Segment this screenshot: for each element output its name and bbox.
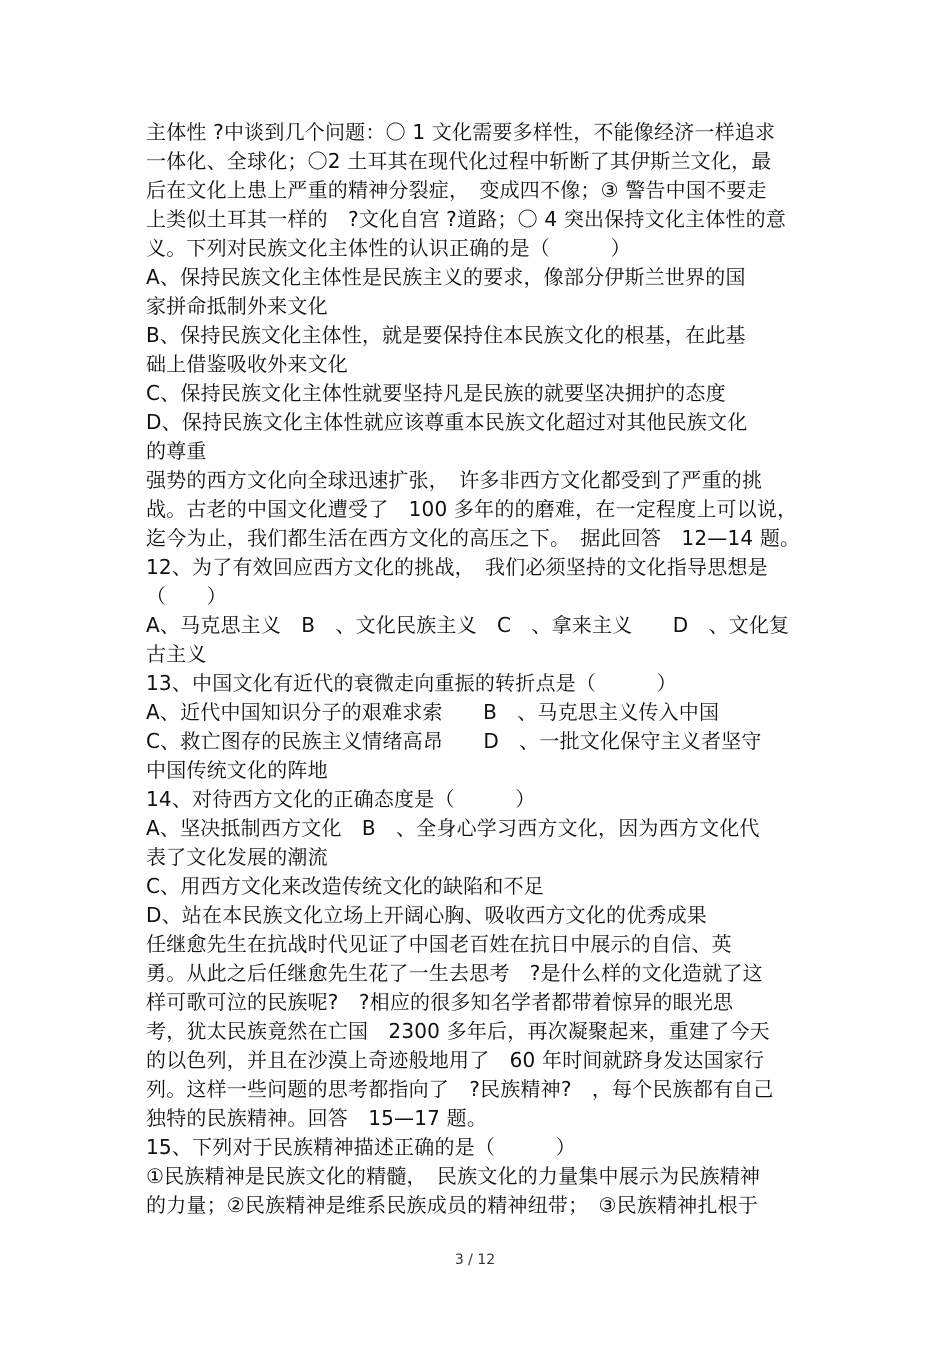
text-line: C、保持民族文化主体性就要坚持凡是民族的就要坚决拥护的态度 bbox=[146, 381, 726, 405]
text-line: 古主义 bbox=[146, 642, 207, 666]
text-line: 14、对待西方文化的正确态度是（ ） bbox=[146, 787, 536, 811]
text-line: 的力量；②民族精神是维系民族成员的精神纽带； ③民族精神扎根于 bbox=[146, 1193, 759, 1217]
text-line: 迄今为止，我们都生活在西方文化的高压之下。 据此回答 12—14 题。 bbox=[146, 526, 801, 550]
text-line: 强势的西方文化向全球迅速扩张， 许多非西方文化都受到了严重的挑 bbox=[146, 468, 763, 492]
text-line: C、用西方文化来改造传统文化的缺陷和不足 bbox=[146, 874, 544, 898]
text-line: 13、中国文化有近代的衰微走向重振的转折点是（ ） bbox=[146, 671, 677, 695]
text-line: 上类似土耳其一样的 ?文化自宫 ?道路；〇 4 突出保持文化主体性的意 bbox=[146, 207, 787, 231]
text-line: 独特的民族精神。回答 15—17 题。 bbox=[146, 1106, 488, 1130]
text-line: （ ） bbox=[146, 584, 227, 608]
text-line: 列。这样一些问题的思考都指向了 ?民族精神? ，每个民族都有自己 bbox=[146, 1077, 774, 1101]
text-line: 15、下列对于民族精神描述正确的是（ ） bbox=[146, 1135, 576, 1159]
text-line: 考，犹太民族竟然在亡国 2300 多年后，再次凝聚起来，重建了今天 bbox=[146, 1019, 770, 1043]
text-line: 勇。从此之后任继愈先生花了一生去思考 ?是什么样的文化造就了这 bbox=[146, 961, 763, 985]
text-line: A、近代中国知识分子的艰难求索 B 、马克思主义传入中国 bbox=[146, 700, 720, 724]
text-line: 础上借鉴吸收外来文化 bbox=[146, 352, 348, 376]
text-line: A、马克思主义 B 、文化民族主义 C 、拿来主义 D 、文化复 bbox=[146, 613, 790, 637]
text-line: A、坚决抵制西方文化 B 、全身心学习西方文化，因为西方文化代 bbox=[146, 816, 760, 840]
text-line: 表了文化发展的潮流 bbox=[146, 845, 328, 869]
text-line: 战。古老的中国文化遭受了 100 多年的的磨难，在一定程度上可以说， bbox=[146, 497, 798, 521]
text-line: 义。下列对民族文化主体性的认识正确的是（ ） bbox=[146, 236, 631, 260]
text-line: A、保持民族文化主体性是民族主义的要求，像部分伊斯兰世界的国 bbox=[146, 265, 746, 289]
text-line: 12、为了有效回应西方文化的挑战， 我们必须坚持的文化指导思想是 bbox=[146, 555, 768, 579]
text-line: C、救亡图存的民族主义情绪高昂 D 、一批文化保守主义者坚守 bbox=[146, 729, 762, 753]
text-line: 后在文化上患上严重的精神分裂症， 变成四不像；③ 警告中国不要走 bbox=[146, 178, 767, 202]
text-line: 样可歌可泣的民族呢? ?相应的很多知名学者都带着惊异的眼光思 bbox=[146, 990, 734, 1014]
text-line: 家拼命抵制外来文化 bbox=[146, 294, 328, 318]
text-line: 的以色列，并且在沙漠上奇迹般地用了 60 年时间就跻身发达国家行 bbox=[146, 1048, 765, 1072]
text-line: B、保持民族文化主体性，就是要保持住本民族文化的根基，在此基 bbox=[146, 323, 746, 347]
text-line: 中国传统文化的阵地 bbox=[146, 758, 328, 782]
page-number: 3 / 12 bbox=[454, 1252, 496, 1268]
text-line: D、站在本民族文化立场上开阔心胸、吸收西方文化的优秀成果 bbox=[146, 903, 707, 927]
text-line: D、保持民族文化主体性就应该尊重本民族文化超过对其他民族文化 bbox=[146, 410, 748, 434]
text-line: 一体化、全球化；〇2 土耳其在现代化过程中斩断了其伊斯兰文化，最 bbox=[146, 149, 772, 173]
text-line: 的尊重 bbox=[146, 439, 207, 463]
text-line: 主体性 ?中谈到几个问题：〇 1 文化需要多样性，不能像经济一样追求 bbox=[146, 120, 776, 144]
body-text bbox=[146, 118, 826, 1220]
text-line: ①民族精神是民族文化的精髓， 民族文化的力量集中展示为民族精神 bbox=[146, 1164, 761, 1188]
text-line: 任继愈先生在抗战时代见证了中国老百姓在抗日中展示的自信、英 bbox=[146, 932, 732, 956]
